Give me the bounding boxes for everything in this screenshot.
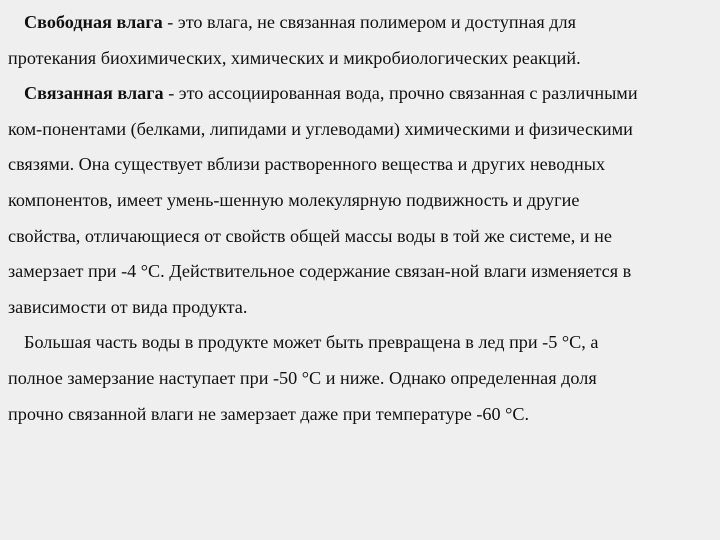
paragraph-2-line-4: компонентов, имеет умень-шенную молекулярную подвижность и другие bbox=[8, 189, 580, 210]
term-free-moisture: Свободная влага bbox=[24, 12, 163, 32]
text-block bbox=[8, 5, 712, 432]
paragraph-2-line-3: связями. Она существует вблизи растворенного вещества и других неводных bbox=[8, 154, 606, 175]
paragraph-2-line-5: свойства, отличающиеся от свойств общей массы воды в той же системе, и не bbox=[8, 225, 612, 246]
paragraph-1-line-2: протекания биохимических, химических и микробиологических реакций. bbox=[8, 47, 581, 68]
paragraph-3-line-1 bbox=[8, 325, 712, 361]
paragraph-3-line-3: прочно связанной влаги не замерзает даже при температуре -60 °С. bbox=[8, 403, 530, 424]
paragraph-1-line-1 bbox=[8, 5, 712, 41]
paragraph-3-line-2: полное замерзание наступает при -50 °С и ниже. Однако определенная доля bbox=[8, 367, 597, 388]
paragraph-2-line-2: ком-понентами (белками, липидами и углеводами) химическими и физическими bbox=[8, 118, 633, 139]
paragraph-text: Большая часть воды в продукте может быть превращена в лед при -5 °С, а bbox=[24, 332, 599, 353]
definition-text: - это влага, не связанная полимером и доступная для bbox=[162, 12, 576, 32]
paragraph-2-line-7: зависимости от вида продукта. bbox=[8, 296, 248, 317]
paragraph-2-line-6: замерзает при -4 °С. Действительное содержание связан-ной влаги изменяется в bbox=[8, 261, 632, 282]
term-bound-moisture: Связанная влага bbox=[24, 83, 164, 104]
definition-text: - это ассоциированная вода, прочно связанная с различными bbox=[163, 83, 638, 104]
paragraph-2-line-1 bbox=[8, 76, 712, 112]
